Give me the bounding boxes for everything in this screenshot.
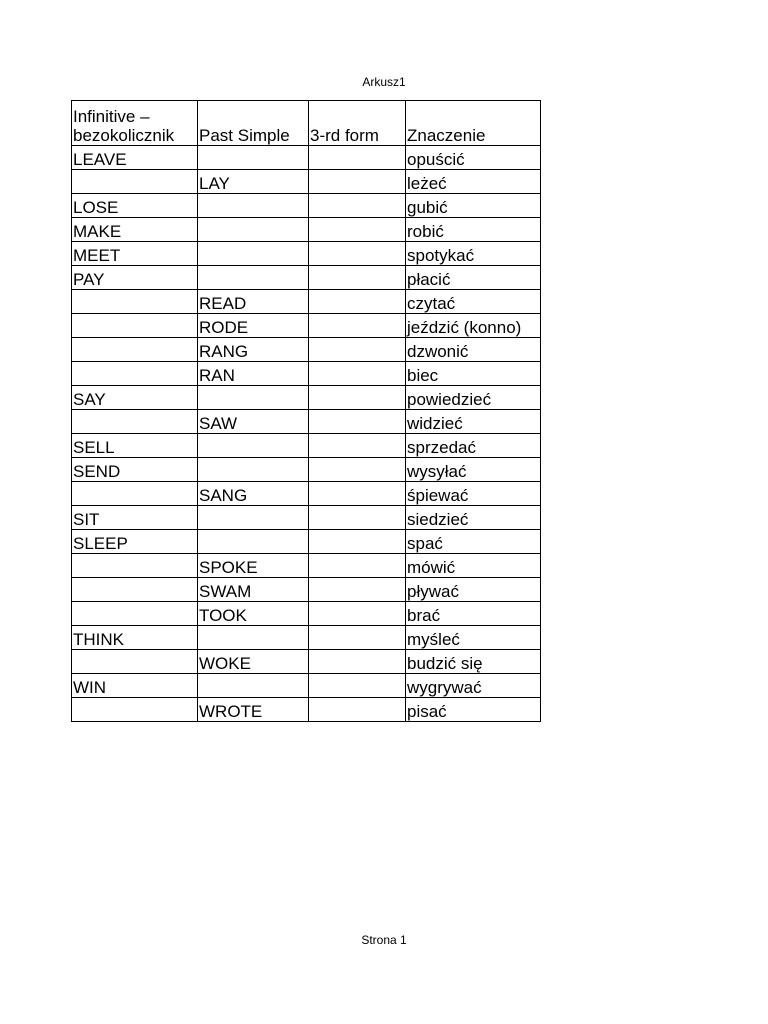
table-row (72, 698, 541, 722)
cell-meaning: pisać (406, 698, 541, 722)
cell-infinitive (72, 650, 198, 674)
cell-past-simple (198, 458, 309, 482)
cell-third-form (309, 698, 406, 722)
verb-table-body (72, 101, 541, 722)
cell-meaning: leżeć (406, 170, 541, 194)
cell-infinitive (72, 482, 198, 506)
cell-past-simple: READ (198, 290, 309, 314)
cell-infinitive: SLEEP (72, 530, 198, 554)
cell-third-form (309, 650, 406, 674)
table-row (72, 146, 541, 170)
cell-meaning: dzwonić (406, 338, 541, 362)
cell-third-form (309, 578, 406, 602)
table-row (72, 506, 541, 530)
cell-infinitive: SEND (72, 458, 198, 482)
cell-infinitive (72, 314, 198, 338)
cell-infinitive: PAY (72, 266, 198, 290)
table-row (72, 434, 541, 458)
cell-past-simple: RAN (198, 362, 309, 386)
cell-past-simple: SANG (198, 482, 309, 506)
table-row (72, 242, 541, 266)
cell-third-form (309, 626, 406, 650)
cell-meaning: pływać (406, 578, 541, 602)
cell-meaning: brać (406, 602, 541, 626)
cell-infinitive: THINK (72, 626, 198, 650)
table-row (72, 338, 541, 362)
column-header-meaning: Znaczenie (406, 101, 541, 146)
cell-meaning: myśleć (406, 626, 541, 650)
cell-meaning: siedzieć (406, 506, 541, 530)
cell-infinitive (72, 170, 198, 194)
cell-past-simple (198, 386, 309, 410)
cell-past-simple (198, 674, 309, 698)
cell-third-form (309, 146, 406, 170)
table-row (72, 674, 541, 698)
cell-meaning: wygrywać (406, 674, 541, 698)
cell-meaning: wysyłać (406, 458, 541, 482)
cell-third-form (309, 554, 406, 578)
cell-meaning: budzić się (406, 650, 541, 674)
cell-infinitive: SIT (72, 506, 198, 530)
cell-infinitive: SAY (72, 386, 198, 410)
cell-third-form (309, 458, 406, 482)
page-number: Strona 1 (361, 933, 407, 947)
table-row (72, 458, 541, 482)
cell-infinitive (72, 554, 198, 578)
cell-infinitive (72, 290, 198, 314)
cell-third-form (309, 410, 406, 434)
cell-past-simple: TOOK (198, 602, 309, 626)
column-header-past-simple: Past Simple (198, 101, 309, 146)
cell-meaning: biec (406, 362, 541, 386)
cell-past-simple (198, 506, 309, 530)
cell-infinitive: LEAVE (72, 146, 198, 170)
table-row (72, 554, 541, 578)
table-row (72, 530, 541, 554)
cell-infinitive (72, 410, 198, 434)
cell-infinitive (72, 362, 198, 386)
table-row (72, 410, 541, 434)
cell-meaning: sprzedać (406, 434, 541, 458)
cell-infinitive (72, 602, 198, 626)
cell-infinitive: WIN (72, 674, 198, 698)
cell-third-form (309, 266, 406, 290)
cell-third-form (309, 218, 406, 242)
cell-meaning: spać (406, 530, 541, 554)
cell-past-simple (198, 146, 309, 170)
cell-third-form (309, 170, 406, 194)
cell-past-simple: WROTE (198, 698, 309, 722)
table-row (72, 290, 541, 314)
cell-third-form (309, 506, 406, 530)
cell-infinitive: SELL (72, 434, 198, 458)
table-row (72, 170, 541, 194)
cell-third-form (309, 530, 406, 554)
cell-infinitive (72, 338, 198, 362)
table-row (72, 266, 541, 290)
cell-past-simple (198, 434, 309, 458)
table-row (72, 482, 541, 506)
cell-infinitive (72, 578, 198, 602)
cell-past-simple: RANG (198, 338, 309, 362)
cell-third-form (309, 386, 406, 410)
column-header-infinitive: Infinitive – bezokolicznik (72, 101, 198, 146)
cell-past-simple (198, 626, 309, 650)
cell-infinitive (72, 698, 198, 722)
cell-third-form (309, 194, 406, 218)
column-header-third-form: 3-rd form (309, 101, 406, 146)
cell-past-simple (198, 194, 309, 218)
cell-third-form (309, 602, 406, 626)
cell-meaning: spotykać (406, 242, 541, 266)
cell-third-form (309, 482, 406, 506)
header-row (72, 101, 541, 146)
cell-past-simple (198, 530, 309, 554)
cell-infinitive: LOSE (72, 194, 198, 218)
table-row (72, 194, 541, 218)
cell-third-form (309, 242, 406, 266)
cell-past-simple (198, 242, 309, 266)
cell-infinitive: MAKE (72, 218, 198, 242)
cell-third-form (309, 674, 406, 698)
cell-meaning: płacić (406, 266, 541, 290)
verb-table (71, 100, 541, 722)
cell-meaning: śpiewać (406, 482, 541, 506)
cell-past-simple: SAW (198, 410, 309, 434)
table-row (72, 314, 541, 338)
cell-meaning: widzieć (406, 410, 541, 434)
cell-past-simple: LAY (198, 170, 309, 194)
table-row (72, 218, 541, 242)
cell-past-simple: WOKE (198, 650, 309, 674)
table-row (72, 650, 541, 674)
cell-third-form (309, 314, 406, 338)
cell-third-form (309, 362, 406, 386)
cell-past-simple: SPOKE (198, 554, 309, 578)
cell-third-form (309, 434, 406, 458)
cell-past-simple: RODE (198, 314, 309, 338)
cell-meaning: jeździć (konno) (406, 314, 541, 338)
table-row (72, 578, 541, 602)
table-row (72, 386, 541, 410)
table-row (72, 626, 541, 650)
cell-past-simple: SWAM (198, 578, 309, 602)
cell-meaning: mówić (406, 554, 541, 578)
cell-meaning: gubić (406, 194, 541, 218)
cell-third-form (309, 290, 406, 314)
cell-infinitive: MEET (72, 242, 198, 266)
table-row (72, 362, 541, 386)
cell-third-form (309, 338, 406, 362)
cell-meaning: opuścić (406, 146, 541, 170)
cell-past-simple (198, 218, 309, 242)
cell-past-simple (198, 266, 309, 290)
table-row (72, 602, 541, 626)
cell-meaning: robić (406, 218, 541, 242)
cell-meaning: powiedzieć (406, 386, 541, 410)
cell-meaning: czytać (406, 290, 541, 314)
sheet-title: Arkusz1 (362, 75, 406, 89)
